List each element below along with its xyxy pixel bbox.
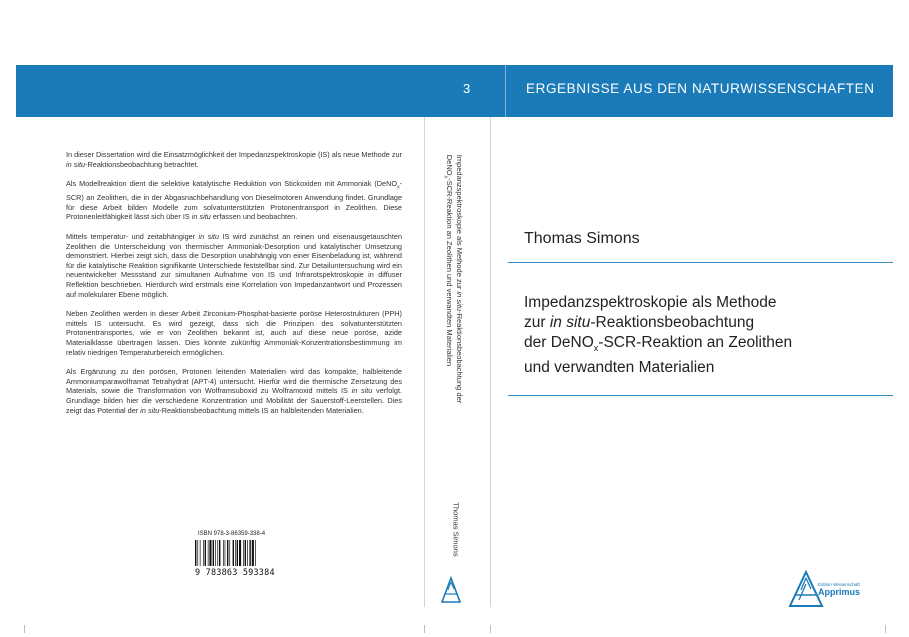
crop-mark <box>885 625 886 633</box>
publisher-wordmark: Edition Wissenschaft Apprimus <box>818 582 861 597</box>
barcode-bar <box>249 540 250 566</box>
barcode-bar <box>219 540 220 566</box>
crop-mark <box>490 625 491 633</box>
barcode-bar <box>197 540 198 566</box>
barcode-bar <box>205 540 206 566</box>
barcode-bar <box>200 540 201 566</box>
barcode-bar <box>217 540 218 566</box>
barcode-bar <box>195 540 196 566</box>
barcode-bar <box>239 540 241 566</box>
barcode-bar <box>225 540 226 566</box>
barcode-bar <box>233 540 234 566</box>
barcode-bar <box>255 540 256 566</box>
barcode-bar <box>203 540 204 566</box>
barcode-bar <box>237 540 238 566</box>
spine-publisher-logo-icon <box>440 576 462 604</box>
back-paragraph-1: In dieser Dissertation wird die Einsatzmöglichkeit der Impedanzspektroskopie (IS) als neue Methode zur in situ-Reaktionsbeobachtung betrachtet. <box>66 150 402 169</box>
barcode-bar <box>215 540 216 566</box>
back-paragraph-4: Neben Zeolithen werden in dieser Arbeit Zirconium-Phosphat-basierte poröse Heterostrukturen (PPH) mittels IS untersucht. Es wird gezeigt, dass sich die Prinzipen des solvatunterstützten Protonentransportes, wie er von Zeolithen bekannt ist, auch auf diese neue poröse, azide Materialklasse übertragen lassen. Dies könnte zukünftig Ammoniak-Konzentrationsbestimmung im relativ niedrigen Temperaturbereich ermöglichen. <box>66 309 402 357</box>
back-cover-text <box>66 150 402 425</box>
crop-mark <box>24 625 25 633</box>
barcode-bar <box>223 540 224 566</box>
barcode-bar <box>209 540 211 566</box>
spine-right-edge <box>490 117 491 607</box>
barcode <box>195 540 275 566</box>
barcode-bar <box>247 540 248 566</box>
back-paragraph-3: Mittels temperatur- und zeitabhängiger in situ IS wird zunächst an reinen und eisenausgetauschten Zeolithen die Unterscheidung von thermischer Ammoniak-Desorption und katalytischer Umsetzung demonstriert. Hierbei zeigt sich, dass die Desorption unabhängig von einer Eisenbeladung ist, während für die katalytische Reaktion signifikante Unterschiede feststellbar sind. Zur Detailuntersuchung wird ein neuentwickelter Messstand zur simultanen Aufnahme von IS und Infrarotspektroskopie in diffuser Reflektion beschrieben. Hierdurch wird erstmals eine Korrelation von Impedanzantwort und Prozessen auf molekularer Ebene möglich. <box>66 232 403 299</box>
barcode-bar <box>227 540 228 566</box>
back-paragraph-5: Als Ergänzung zu den porösen, Protonen leitenden Materialien wird das kompakte, halbleitende Ammoniumparawolframat Tetrahydrat (APT-4) untersucht. Hierfür wird die thermische Zersetzung des Materials, sowie die Transformation von Wolframsuboxid zu Wolframoxid mittels IS in situ verfolgt. Grundlage bilden hier die verschiedene Konzentration und Mobilität der Sauerstoff-Leerstellen. Dies zeigt das Potential der in situ-Reaktionsbeobachtung mittels IS an halbleitenden Materialien. <box>66 367 403 415</box>
front-author: Thomas Simons <box>524 230 640 247</box>
series-title: ERGEBNISSE AUS DEN NATURWISSENSCHAFTEN <box>526 81 875 96</box>
front-rule-bottom <box>508 395 893 396</box>
barcode-bar <box>245 540 246 566</box>
back-paragraph-2: Als Modellreaktion dient die selektive katalytische Reduktion von Stickoxiden mit Ammoniak (DeNO$_x$-SCR) an Zeolithen, die in der Abgasnachbehandlung von Dieselmotoren Anwendung findet. Grundlage für diese Arbeit bilden Modelle zum solvatunterstützten Protonentransport in Zeolithen. Diese Protonenleitfähigkeit lässt sich über IS in situ erfassen und beobachten. <box>66 179 402 222</box>
band-divider <box>505 65 506 117</box>
spine-left-edge <box>424 117 425 607</box>
spine-author: Thomas Simons <box>451 502 461 557</box>
front-book-title: Impedanzspektroskopie als Methode zur in situ-Reaktionsbeobachtung der DeNO$_x$-SCR-Reaktion an Zeolithen und verwandten Materialien <box>524 294 793 376</box>
barcode-bar <box>243 540 244 566</box>
series-number: 3 <box>463 81 471 96</box>
front-rule-top <box>508 262 893 263</box>
series-band <box>16 65 893 117</box>
barcode-number: 9 783863 593384 <box>195 568 275 578</box>
barcode-bar <box>235 540 236 566</box>
barcode-bar <box>229 540 230 566</box>
barcode-bar <box>252 540 254 566</box>
crop-mark <box>424 625 425 633</box>
spine-title: Impedanzspektroskopie als Methode zur in situ-Reaktionsbeobachtung der DeNO$_x$-SCR-Reaktion an Zeolithen und verwandten Materialien <box>442 154 464 404</box>
barcode-bar <box>208 540 209 566</box>
isbn: ISBN 978-3-86359-338-4 <box>198 531 266 537</box>
barcode-bar <box>213 540 214 566</box>
